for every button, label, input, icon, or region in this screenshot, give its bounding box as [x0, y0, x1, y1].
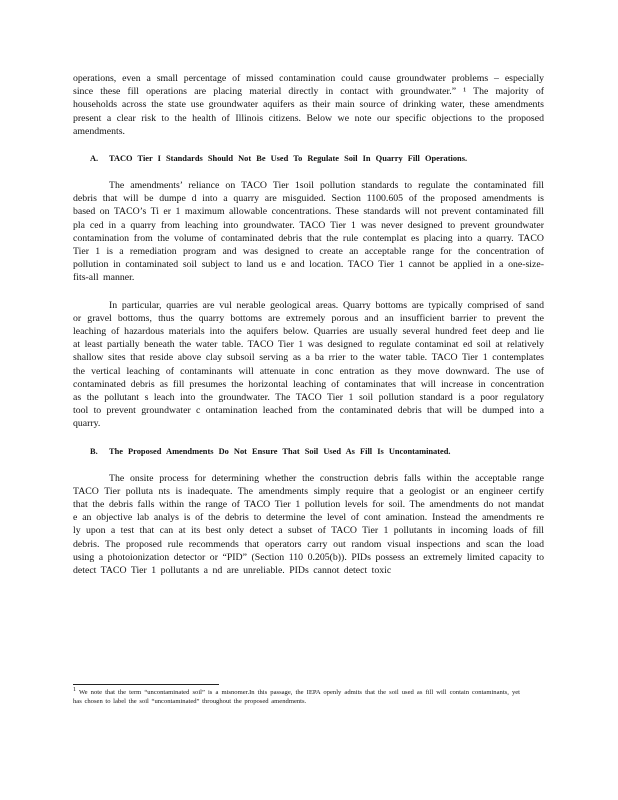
section-letter-a: A. — [90, 154, 99, 164]
paragraph-a2: In particular, quarries are vul nerable geological areas. Quarry bottoms are typically comprised of sand or gravel bottoms, thus the quarry bottoms are extremely porous and an insufficient barrier to prevent the leaching of hazardous materials into the aquifers below. Quarries are usually several hundred feet deep and lie at least partially beneath the water table. TACO Tier 1 was designed to regulate contaminat ed soil at relatively shallow sites that reside above clay subsoil serving as a ba rrier to the water table. TACO Tier 1 contemplates the vertical leaching of contaminants will attenuate in conc entration as they move downward. The use of contaminated debris as fill presumes the horizontal leaching of contaminates that will increase in concentration as the pollutant s leach into the groundwater. The TACO Tier 1 soil pollution standard is a poor regulatory tool to prevent groundwater c ontamination leached from the contaminated debris that will be dumped into a quarry. — [73, 299, 544, 430]
paragraph-b1: The onsite process for determining whether the construction debris falls within the acceptable range TACO Tier polluta nts is inadequate. The amendments simply require that a geologist or an engineer certify that the debris falls within the range of TACO Tier 1 pollution levels for soil. The amendments do not mandat e an objective lab analys is of the debris to determine the level of cont amination. Instead the amendments re ly upon a test that can at its best only detect a subset of TACO Tier 1 pollutants in incoming loads of fill debris. The proposed rule recommends that operators carry out random visual inspections and scan the load using a photoionization detector or “PID” (Section 110 0.205(b)). PIDs possess an extremely limited capacity to detect TACO Tier 1 pollutants a nd are unreliable. PIDs cannot detect toxic — [73, 472, 544, 577]
section-heading-b — [90, 445, 544, 458]
footnote-separator — [73, 684, 219, 685]
footnote-marker: 1 — [73, 686, 76, 693]
paragraph-intro: operations, even a small percentage of missed contamination could cause groundwater problems – especially since these fill operations are placing material directly in contact with groundwater.” ¹ The majority of households across the state use groundwater aquifers as their main source of drinking water, these amendments present a clear risk to the health of Illinois citizens. Below we note our specific objections to the proposed amendments. — [73, 73, 544, 137]
footnote-text: We note that the term “uncontaminated soil” is a misnomer.In this passage, the IEPA openly admits that the soil used as fill will contain contaminants, yet has chosen to label the soil “uncontaminated” throughout the proposed amendments. — [73, 689, 520, 705]
footnote — [73, 688, 520, 706]
body-text — [73, 72, 544, 577]
section-heading-a — [90, 152, 544, 165]
paragraph-a1: The amendments’ reliance on TACO Tier 1soil pollution standards to regulate the contaminated fill debris that will be dumpe d into a quarry are misguided. Section 1100.605 of the proposed amendments is based on TACO’s Ti er 1 maximum allowable concentrations. These standards will not prevent contaminated fill pla ced in a quarry from leaching into groundwater. TACO Tier 1 was never designed to prevent groundwater contamination from the volume of contaminated debris that the rule contemplat es placing into a quarry. TACO Tier 1 is a remediation program and was designed to create an acceptable range for the concentration of pollution in contaminated soil subject to land us e and location. TACO Tier 1 cannot be applied in a one-size-fits-all manner. — [73, 180, 544, 284]
section-title-b: The Proposed Amendments Do Not Ensure That Soil Used As Fill Is Uncontaminated. — [109, 446, 451, 456]
section-letter-b: B. — [90, 446, 98, 456]
section-title-a: TACO Tier I Standards Should Not Be Used To Regulate Soil In Quarry Fill Operations. — [109, 154, 468, 164]
